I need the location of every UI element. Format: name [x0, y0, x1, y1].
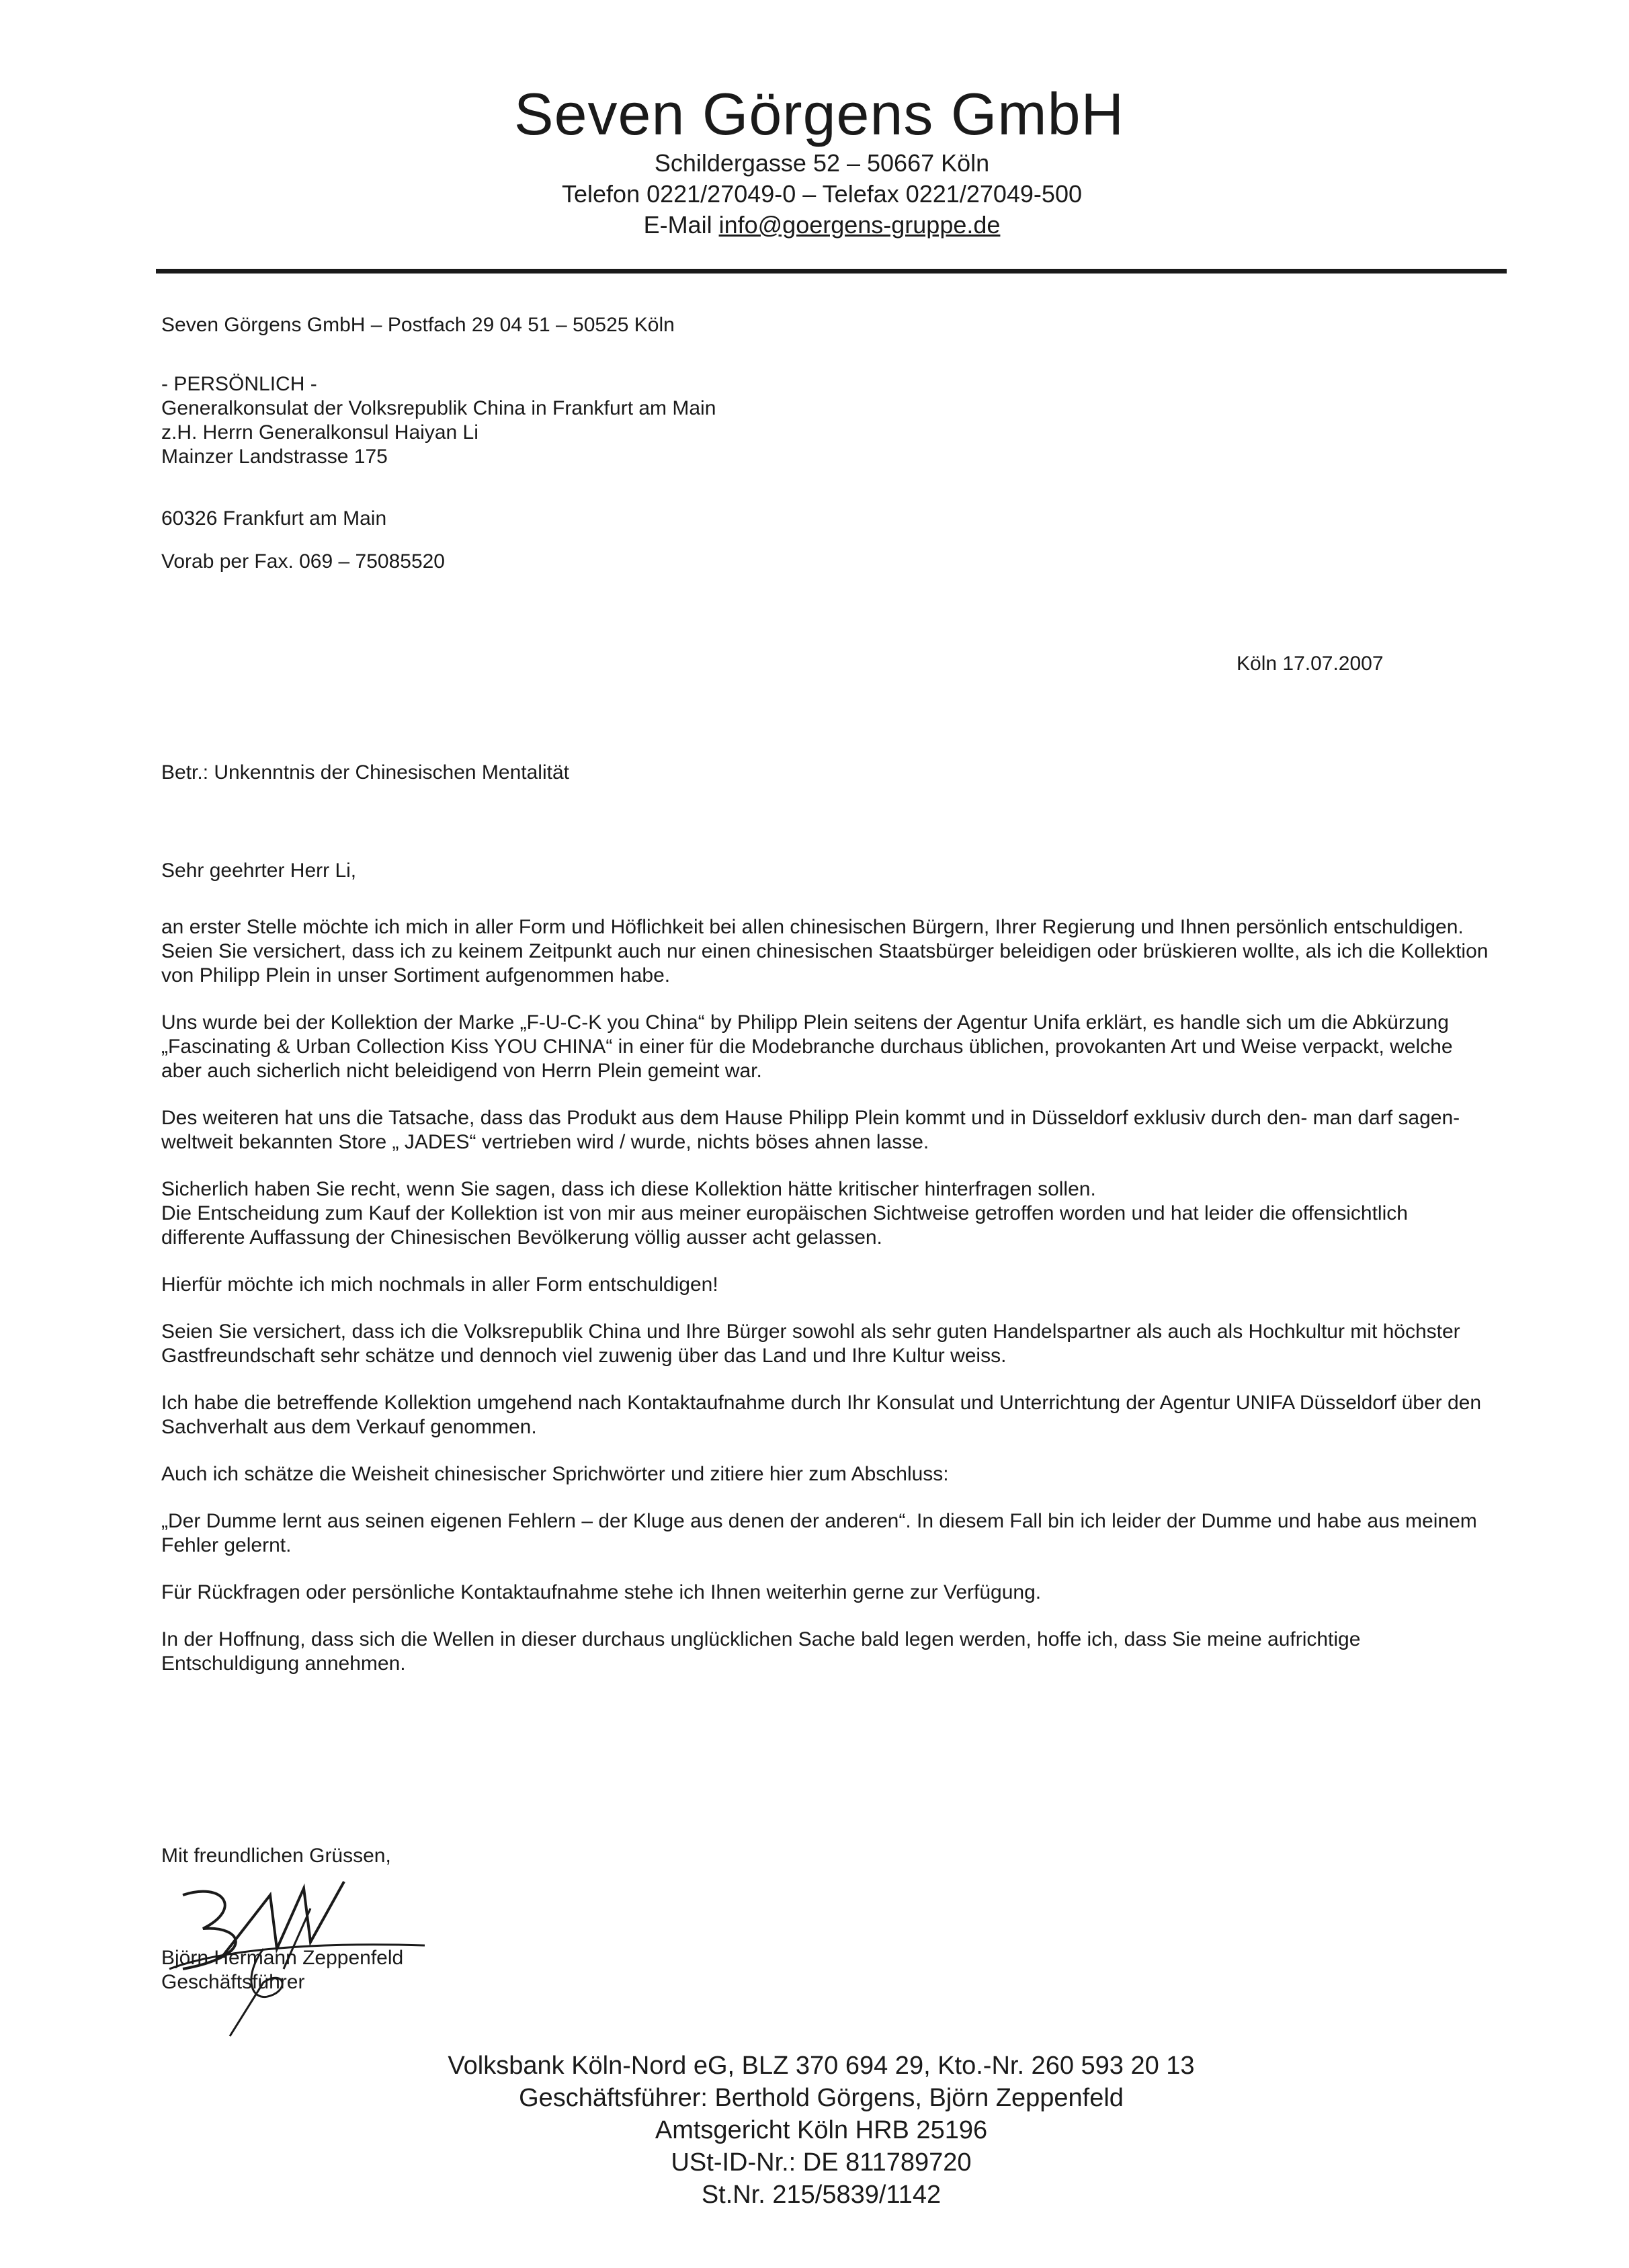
body-paragraph: Seien Sie versichert, dass ich die Volksrepublik China und Ihre Bürger sowohl als sehr guten Handelspartner als auch als Hochkultur mit höchster Gastfreundschaft sehr schätze und dennoch viel zuwenig über das Land und Ihre Kultur weiss. [161, 1320, 1460, 1367]
letter-body [161, 915, 1492, 1699]
signer-block [161, 1946, 1492, 1994]
footer-court: Amtsgericht Köln HRB 25196 [655, 2116, 988, 2144]
body-paragraph: Für Rückfragen oder persönliche Kontaktaufnahme stehe ich Ihnen weiterhin gerne zur Verfügung. [161, 1581, 1042, 1603]
recipient-address [161, 372, 1492, 469]
recipient-city: 60326 Frankfurt am Main [161, 507, 387, 530]
footer-tax: St.Nr. 215/5839/1142 [701, 2181, 942, 2209]
recipient-line-2: z.H. Herrn Generalkonsul Haiyan Li [161, 421, 478, 444]
body-paragraph: Sicherlich haben Sie recht, wenn Sie sagen, dass ich diese Kollektion hätte kritischer hinterfragen sollen. Die Entscheidung zum Kauf der Kollektion ist von mir aus meiner europäischen Sichtweise getroffen worden und hat leider die offensichtlich differente Auffassung der Chinesischen Bevölkerung völlig ausser acht gelassen. [161, 1178, 1408, 1249]
footer-managers: Geschäftsführer: Berthold Görgens, Björn Zeppenfeld [519, 2084, 1124, 2112]
body-paragraph: Des weiteren hat uns die Tatsache, dass das Produkt aus dem Hause Philipp Plein kommt und in Düsseldorf exklusiv durch den- man darf sagen- weltweit bekannten Store „ JADES“ vertrieben wird / wurde, nichts böses ahnen lasse. [161, 1107, 1460, 1153]
personal-marker: - PERSÖNLICH - [161, 373, 317, 395]
company-name: Seven Görgens GmbH [513, 81, 1125, 147]
company-email-line [15, 210, 1629, 241]
letter-date: Köln 17.07.2007 [1237, 653, 1384, 675]
body-paragraph: Hierfür möchte ich mich nochmals in aller Form entschuldigen! [161, 1273, 718, 1296]
footer [0, 2050, 1629, 2211]
subject-line: Betr.: Unkenntnis der Chinesischen Mentalität [161, 761, 569, 784]
company-address: Schildergasse 52 – 50667 Köln [654, 149, 990, 177]
body-paragraph: In der Hoffnung, dass sich die Wellen in dieser durchaus unglücklichen Sache bald legen werden, hoffe ich, dass Sie meine aufrichtige Entschuldigung annehmen. [161, 1628, 1361, 1675]
body-paragraph: Ich habe die betreffende Kollektion umgehend nach Kontaktaufnahme durch Ihr Konsulat und Unterrichtung der Agentur UNIFA Düsseldorf über den Sachverhalt aus dem Verkauf genommen. [161, 1392, 1482, 1438]
email-link[interactable]: info@goergens-gruppe.de [718, 211, 1001, 239]
signer-name: Björn Hermann Zeppenfeld [161, 1947, 404, 1969]
body-paragraph: Uns wurde bei der Kollektion der Marke „F-U-C-K you China“ by Philipp Plein seitens der Agentur Unifa erklärt, es handle sich um die Abkürzung „Fascinating & Urban Collection Kiss YOU CHINA“ in einer für die Modebranche durchaus üblichen, provokanten Art und Weise verpackt, welche aber auch sicherlich nicht beleidigend von Herrn Plein gemeint war. [161, 1011, 1453, 1082]
body-paragraph: „Der Dumme lernt aus seinen eigenen Fehlern – der Kluge aus denen der anderen“. In diesem Fall bin ich leider der Dumme und habe aus meinem Fehler gelernt. [161, 1510, 1477, 1556]
sender-return-address: Seven Görgens GmbH – Postfach 29 04 51 – 50525 Köln [161, 314, 675, 336]
recipient-line-3: Mainzer Landstrasse 175 [161, 446, 388, 468]
footer-bank: Volksbank Köln-Nord eG, BLZ 370 694 29, Kto.-Nr. 260 593 20 13 [448, 2052, 1195, 2080]
letterhead [0, 81, 1629, 241]
company-phone: Telefon 0221/27049-0 – Telefax 0221/27049-500 [562, 180, 1082, 208]
body-paragraph: an erster Stelle möchte ich mich in aller Form und Höflichkeit bei allen chinesischen Bürgern, Ihrer Regierung und Ihnen persönlich entschuldigen. Seien Sie versichert, dass ich zu keinem Zeitpunkt auch nur einen chinesischen Staatsbürger beleidigen oder brüskieren wollte, als ich die Kollektion von Philipp Plein in unser Sortiment aufgenommen habe. [161, 916, 1489, 986]
signer-title: Geschäftsführer [161, 1971, 305, 1993]
closing-phrase: Mit freundlichen Grüssen, [161, 1845, 391, 1867]
footer-vat: USt-ID-Nr.: DE 811789720 [671, 2148, 972, 2177]
email-label: E-Mail [643, 211, 719, 239]
fax-note: Vorab per Fax. 069 – 75085520 [161, 550, 445, 573]
body-paragraph: Auch ich schätze die Weisheit chinesischer Sprichwörter und zitiere hier zum Abschluss: [161, 1463, 949, 1485]
recipient-line-1: Generalkonsulat der Volksrepublik China in Frankfurt am Main [161, 397, 716, 419]
salutation: Sehr geehrter Herr Li, [161, 859, 357, 882]
letterhead-divider [156, 269, 1507, 274]
